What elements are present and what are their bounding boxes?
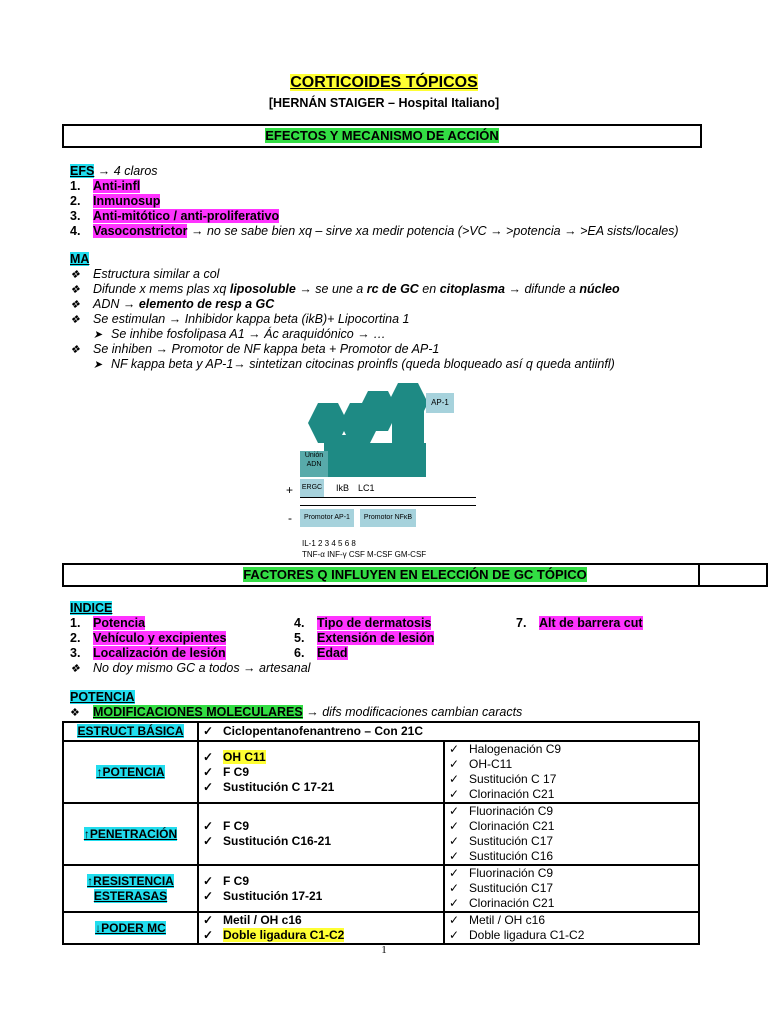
promotor-ap1-box: Promotor AP-1	[300, 509, 354, 527]
dna-strand-line	[300, 505, 476, 506]
table-value-cell	[444, 803, 699, 865]
table-entry: ✓ Clorinación C21	[449, 787, 555, 801]
section-heading-efectos: EFECTOS Y MECANISMO DE ACCIÓN	[62, 124, 702, 148]
table-entry: ✓ F C9	[203, 873, 250, 888]
dna-strand-line	[300, 497, 476, 498]
table-row	[63, 741, 699, 803]
table-value-cell: ✓ Ciclopentanofenantreno – Con 21C	[198, 722, 699, 741]
check-icon: ✓	[449, 896, 460, 910]
indice-note: ❖ No doy mismo GC a todos → artesanal	[70, 661, 311, 675]
check-icon: ✓	[449, 834, 460, 848]
diamond-bullet-icon: ❖	[70, 663, 80, 675]
check-icon: ✓	[449, 849, 460, 863]
ap1-box: AP-1	[426, 393, 454, 413]
diamond-bullet-icon: ❖	[70, 299, 80, 311]
check-icon: ✓	[449, 913, 460, 927]
check-icon: ✓	[203, 834, 214, 848]
ma-item: ❖ Se inhiben → Promotor de NF kappa beta + Promotor de AP-1	[70, 342, 440, 356]
table-entry: ✓ Halogenación C9	[449, 742, 562, 756]
table-label-cell: ESTRUCT BÁSICA	[63, 722, 198, 741]
table-row	[63, 865, 699, 912]
table-value-cell	[444, 912, 699, 944]
table-entry: ✓ OH C11	[203, 749, 266, 764]
table-value-cell	[198, 912, 444, 944]
check-icon: ✓	[449, 772, 460, 786]
table-value-cell	[198, 803, 444, 865]
union-label: Unión	[304, 452, 324, 459]
ergc-box: ERGC	[300, 479, 324, 497]
indice-item: 1. Potencia	[70, 616, 146, 630]
ma-subitem: ➤ Se inhibe fosfolipasa A1 → Ác araquidónico → …	[93, 327, 386, 341]
promotor-nfkb-box: Promotor NFκB	[360, 509, 416, 527]
efs-heading: EFS → 4 claros	[70, 164, 158, 178]
table-entry: ✓ Sustitución C16-21	[203, 834, 332, 848]
mechanism-diagram	[284, 383, 484, 563]
page-number: 1	[381, 944, 387, 956]
document-title: CORTICOIDES TÓPICOS	[290, 74, 478, 91]
efs-item: 4. Vasoconstrictor → no se sabe bien xq – sirve xa medir potencia (>VC → >potencia → >EA sists/locales)	[70, 224, 679, 238]
arrowhead-bullet-icon: ➤	[93, 329, 103, 341]
table-entry: ✓ Doble ligadura C1-C2	[449, 928, 585, 942]
section-divider	[698, 563, 700, 587]
table-value-cell	[444, 865, 699, 912]
ma-item: ❖ Se estimulan → Inhibidor kappa beta (ikB)+ Lipocortina 1	[70, 312, 410, 326]
document-subtitle: [HERNÁN STAIGER – Hospital Italiano]	[268, 96, 500, 110]
ma-item: ❖ Difunde x mems plas xq liposoluble → se une a rc de GC en citoplasma → difunde a núcleo	[70, 282, 620, 296]
potencia-modificaciones: ❖ MODIFICACIONES MOLECULARES → difs modificaciones cambian caracts	[70, 705, 523, 719]
check-icon: ✓	[449, 881, 460, 895]
ma-item: ❖ Estructura similar a col	[70, 267, 220, 281]
lc1-label: LC1	[358, 483, 375, 493]
table-row	[63, 803, 699, 865]
diamond-bullet-icon: ❖	[70, 314, 80, 326]
indice-item: 7. Alt de barrera cut	[516, 616, 643, 630]
table-entry: ✓ Sustitución C17	[449, 834, 554, 848]
table-label-cell: ↓PODER MC	[63, 912, 198, 944]
efs-item: 1. Anti-infl	[70, 179, 141, 193]
table-row	[63, 722, 699, 741]
diamond-bullet-icon: ❖	[70, 707, 80, 719]
table-entry: ✓ Clorinación C21	[449, 819, 555, 833]
ikb-label: IkB	[336, 483, 350, 493]
potencia-heading: POTENCIA	[70, 690, 135, 704]
indice-item: 5. Extensión de lesión	[294, 631, 435, 645]
table-entry: ✓ Sustitución C16	[449, 849, 554, 863]
table-label-cell: ↑RESISTENCIA ESTERASAS	[63, 865, 198, 912]
table-entry: ✓ Doble ligadura C1-C2	[203, 928, 345, 942]
table-entry: ✓ F C9	[203, 764, 250, 779]
check-icon: ✓	[203, 888, 214, 903]
efs-item: 2. Inmunosup	[70, 194, 161, 208]
table-label-cell: ↑POTENCIA	[63, 741, 198, 803]
table-entry: ✓ Sustitución C 17-21	[203, 779, 335, 794]
table-entry: ✓ Fluorinación C9	[449, 866, 554, 880]
adn-label: ADN	[306, 461, 322, 468]
check-icon: ✓	[449, 787, 460, 801]
ma-subitem: ➤ NF kappa beta y AP-1→ sintetizan citocinas proinfls (queda bloqueado así q queda antiinfl)	[93, 357, 615, 371]
check-icon: ✓	[203, 779, 214, 794]
interleukins-label: IL-1 2 3 4 5 6 8	[302, 539, 356, 548]
arrowhead-bullet-icon: ➤	[93, 359, 103, 371]
diamond-bullet-icon: ❖	[70, 344, 80, 356]
check-icon: ✓	[203, 873, 214, 888]
minus-sign: -	[288, 511, 292, 525]
plus-sign: +	[286, 483, 294, 497]
table-entry: ✓ Sustitución 17-21	[203, 888, 323, 903]
efs-item: 3. Anti-mitótico / anti-proliferativo	[70, 209, 280, 223]
table-label-cell: ↑PENETRACIÓN	[63, 803, 198, 865]
table-entry: ✓ Sustitución C 17	[449, 772, 557, 786]
check-icon: ✓	[203, 913, 214, 927]
check-icon: ✓	[449, 757, 460, 771]
diamond-bullet-icon: ❖	[70, 284, 80, 296]
ma-heading: MA	[70, 252, 90, 266]
table-value-cell	[198, 741, 444, 803]
check-icon: ✓	[449, 742, 460, 756]
check-icon: ✓	[203, 724, 214, 738]
table-entry: ✓ Clorinación C21	[449, 896, 555, 910]
indice-item: 2. Vehículo y excipientes	[70, 631, 227, 645]
check-icon: ✓	[203, 928, 214, 942]
check-icon: ✓	[449, 819, 460, 833]
cytokines-label: TNF-α INF-γ CSF M-CSF GM-CSF	[302, 550, 427, 559]
ma-item: ❖ ADN → elemento de resp a GC	[70, 297, 275, 311]
indice-item: 3. Localización de lesión	[70, 646, 226, 660]
union-adn-box	[300, 451, 328, 477]
indice-heading: INDICE	[70, 601, 113, 615]
check-icon: ✓	[449, 928, 460, 942]
check-icon: ✓	[203, 764, 214, 779]
section-heading-factores: FACTORES Q INFLUYEN EN ELECCIÓN DE GC TÓPICO	[62, 563, 768, 587]
check-icon: ✓	[203, 749, 214, 764]
table-entry: ✓ Sustitución C17	[449, 881, 554, 895]
table-value-cell	[198, 865, 444, 912]
check-icon: ✓	[449, 804, 460, 818]
indice-item: 6. Edad	[294, 646, 348, 660]
indice-item: 4. Tipo de dermatosis	[294, 616, 432, 630]
check-icon: ✓	[449, 866, 460, 880]
table-value-cell	[444, 741, 699, 803]
table-entry: ✓ Metil / OH c16	[203, 913, 302, 927]
table-entry: ✓ OH-C11	[449, 757, 513, 771]
modifications-table	[62, 721, 700, 945]
check-icon: ✓	[203, 819, 214, 833]
molecule-block	[326, 443, 426, 477]
table-entry: ✓ Fluorinación C9	[449, 804, 554, 818]
table-entry: ✓ Metil / OH c16	[449, 913, 546, 927]
table-entry: ✓ F C9	[203, 819, 250, 833]
diamond-bullet-icon: ❖	[70, 269, 80, 281]
table-row	[63, 912, 699, 944]
